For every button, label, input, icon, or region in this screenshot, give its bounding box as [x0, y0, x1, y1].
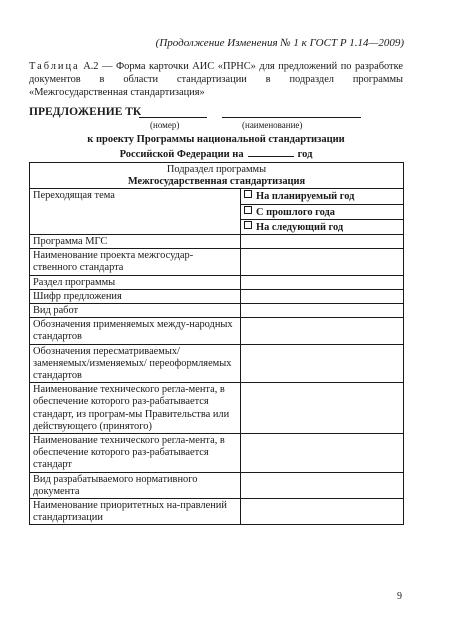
running-title: (Продолжение Изменения № 1 к ГОСТ Р 1.14—2009): [155, 37, 404, 49]
option-previous-year: [241, 204, 404, 219]
table-intro-text: А.2 — Форма карточки АИС «ПРНС» для предложений по разработке документов в области стандартизации в подраздел программы «Межгосударственная стандартизация»: [29, 61, 403, 99]
row-label: Наименование проекта межгосудар-ственного стандарта: [30, 249, 241, 275]
value-cell: [241, 434, 404, 473]
table-row: [30, 289, 404, 303]
table-row: [30, 383, 404, 434]
row-label: Наименование приоритетных на-правлений стандартизации: [30, 499, 241, 525]
row-label: Обозначения пересматриваемых/ заменяемых/изменяемых/ переоформляемых стандартов: [30, 344, 241, 383]
name-caption: (наименование): [242, 120, 303, 130]
option-planned-year: [241, 189, 404, 204]
table-row: [30, 434, 404, 473]
value-cell: [241, 235, 404, 249]
row-label: Раздел программы: [30, 275, 241, 289]
proposal-card-table: [29, 162, 404, 525]
subsection-line-1: Подраздел программы: [166, 164, 267, 175]
subsection-row: [30, 163, 404, 189]
row-label: Наименование технического регла-мента, в обеспечение которого раз-рабатывается стандарт, из програм-мы Правительства или действующего (принятого): [30, 383, 241, 434]
row-label: Обозначения применяемых между-народных стандартов: [30, 318, 241, 344]
row-label: Программа МГС: [30, 235, 241, 249]
table-row: [30, 235, 404, 249]
proposal-title: ПРЕДЛОЖЕНИЕ ТК: [29, 106, 142, 118]
project-heading: [29, 133, 403, 161]
row-label: Вид работ: [30, 304, 241, 318]
value-cell: [241, 275, 404, 289]
number-blank-line: [139, 117, 207, 118]
checkbox-icon: [244, 221, 252, 229]
name-blank-line: [222, 117, 361, 118]
project-line-1: к проекту Программы национальной стандартизации: [87, 134, 345, 145]
table-row: [30, 499, 404, 525]
value-cell: [241, 499, 404, 525]
subsection-header: [30, 163, 404, 189]
table-row: [30, 318, 404, 344]
row-label: Шифр предложения: [30, 289, 241, 303]
project-line-2-suffix: год: [297, 148, 313, 160]
row-label: Вид разрабатываемого нормативного документа: [30, 472, 241, 498]
table-row: [30, 275, 404, 289]
option-label: На планируемый год: [256, 191, 355, 203]
table-row: [30, 249, 404, 275]
option-label: На следующий год: [256, 221, 344, 233]
checkbox-icon: [244, 190, 252, 198]
transitional-topic-label: Переходящая тема: [30, 189, 241, 235]
option-next-year: [241, 219, 404, 234]
year-blank-line: [248, 147, 294, 157]
table-row: [30, 344, 404, 383]
page-number: 9: [397, 591, 402, 602]
value-cell: [241, 318, 404, 344]
value-cell: [241, 344, 404, 383]
value-cell: [241, 472, 404, 498]
number-caption: (номер): [150, 120, 180, 130]
table-intro: [29, 60, 403, 100]
value-cell: [241, 249, 404, 275]
table-row: [30, 304, 404, 318]
table-row: [30, 472, 404, 498]
value-cell: [241, 383, 404, 434]
option-label: С прошлого года: [256, 206, 335, 218]
value-cell: [241, 289, 404, 303]
proposal-heading: [29, 106, 403, 136]
project-line-2: [29, 147, 403, 162]
table-row: [30, 189, 404, 204]
checkbox-icon: [244, 206, 252, 214]
subsection-line-2: Межгосударственная стандартизация: [127, 176, 306, 188]
table-word: Таблица: [29, 61, 80, 72]
project-line-2-prefix: Российской Федерации на: [119, 148, 244, 160]
value-cell: [241, 304, 404, 318]
row-label: Наименование технического регла-мента, в обеспечение которого раз-рабатывается стандарт: [30, 434, 241, 473]
